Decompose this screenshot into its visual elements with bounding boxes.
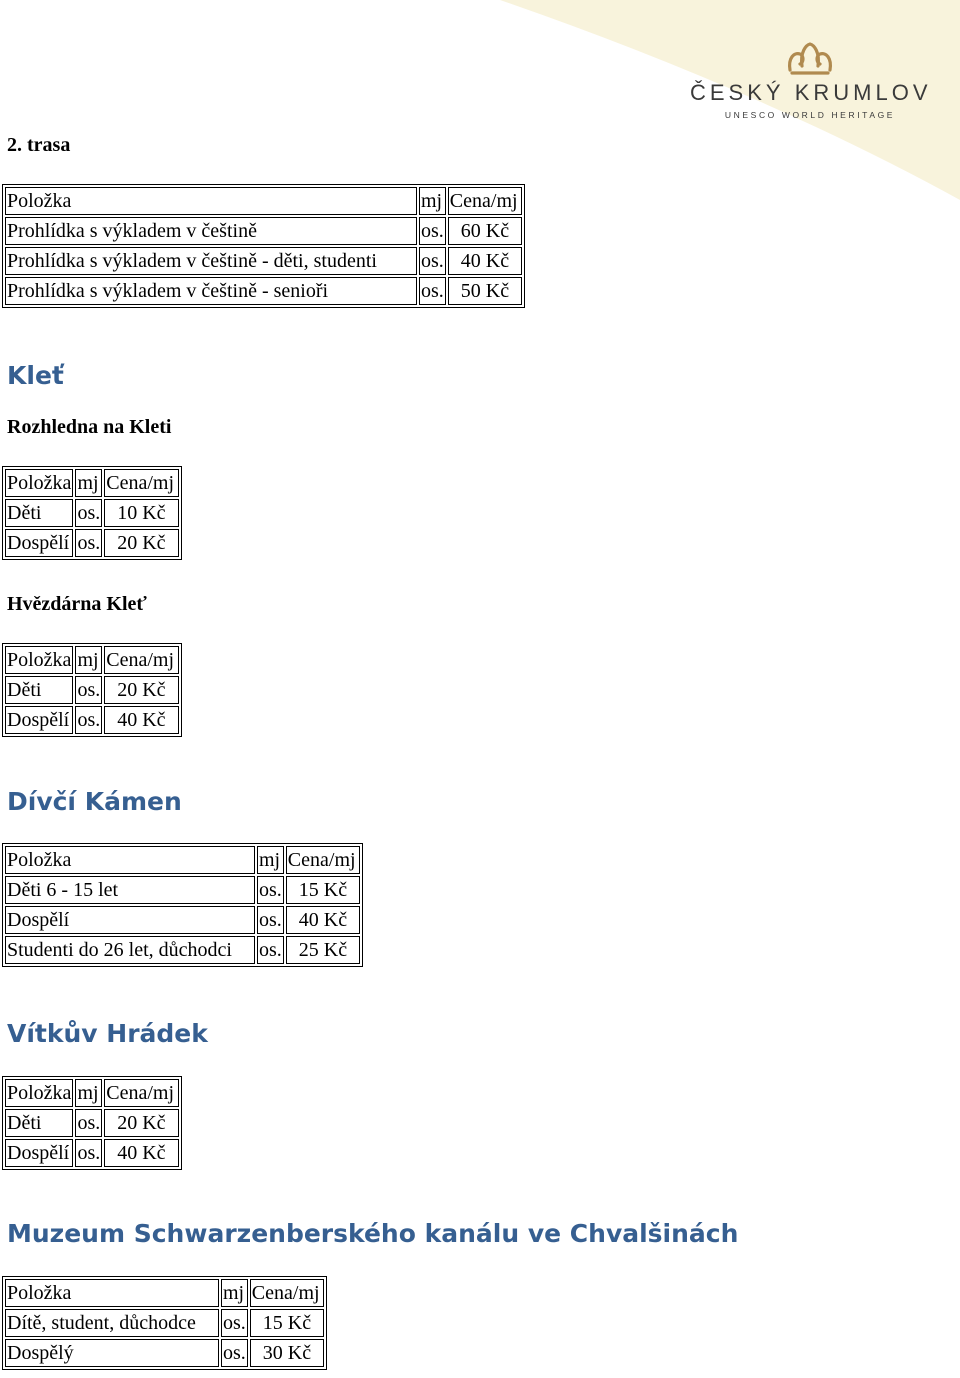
cell-item: Dítě, student, důchodce bbox=[5, 1309, 219, 1337]
cell-price: 25 Kč bbox=[286, 936, 360, 964]
cell-unit: os. bbox=[221, 1339, 248, 1367]
vitkuv-hradek-price-table bbox=[2, 1076, 182, 1170]
column-header-price: Cena/mj bbox=[448, 187, 522, 215]
cell-unit: os. bbox=[75, 706, 102, 734]
table-row bbox=[5, 247, 522, 275]
cesky-krumlov-logo bbox=[690, 40, 930, 130]
cell-price: 20 Kč bbox=[104, 529, 178, 557]
cell-unit: os. bbox=[75, 676, 102, 704]
table-row bbox=[5, 1309, 324, 1337]
muzeum-price-table bbox=[2, 1276, 327, 1370]
column-header-unit: mj bbox=[75, 469, 102, 497]
cell-price: 40 Kč bbox=[448, 247, 522, 275]
table-row bbox=[5, 676, 179, 704]
cell-unit: os. bbox=[75, 499, 102, 527]
table-row bbox=[5, 706, 179, 734]
column-header-item: Položka bbox=[5, 846, 255, 874]
subheading-hvezdarna: Hvězdárna Kleť bbox=[7, 593, 147, 615]
cell-unit: os. bbox=[75, 1109, 102, 1137]
trasa-price-table bbox=[2, 184, 525, 308]
column-header-unit: mj bbox=[75, 1079, 102, 1107]
table-row bbox=[5, 876, 360, 904]
cell-unit: os. bbox=[75, 529, 102, 557]
column-header-price: Cena/mj bbox=[104, 1079, 178, 1107]
column-header-price: Cena/mj bbox=[104, 469, 178, 497]
table-row bbox=[5, 906, 360, 934]
table-row bbox=[5, 277, 522, 305]
cell-unit: os. bbox=[419, 217, 446, 245]
table-row bbox=[5, 499, 179, 527]
cell-price: 50 Kč bbox=[448, 277, 522, 305]
cell-unit: os. bbox=[75, 1139, 102, 1167]
hvezdarna-price-table bbox=[2, 643, 182, 737]
cell-unit: os. bbox=[257, 936, 284, 964]
cell-unit: os. bbox=[257, 906, 284, 934]
cell-item: Dospělý bbox=[5, 1339, 219, 1367]
cell-item: Dospělí bbox=[5, 1139, 73, 1167]
table-row bbox=[5, 1339, 324, 1367]
cell-unit: os. bbox=[419, 247, 446, 275]
cell-item: Prohlídka s výkladem v češtině bbox=[5, 217, 417, 245]
column-header-unit: mj bbox=[75, 646, 102, 674]
section-heading-klet: Kleť bbox=[7, 361, 64, 390]
table-row bbox=[5, 936, 360, 964]
column-header-price: Cena/mj bbox=[286, 846, 360, 874]
cell-price: 40 Kč bbox=[104, 1139, 178, 1167]
column-header-item: Položka bbox=[5, 187, 417, 215]
column-header-price: Cena/mj bbox=[250, 1279, 324, 1307]
cell-item: Dospělí bbox=[5, 706, 73, 734]
cell-price: 20 Kč bbox=[104, 1109, 178, 1137]
cell-item: Děti bbox=[5, 499, 73, 527]
cell-item: Studenti do 26 let, důchodci bbox=[5, 936, 255, 964]
cell-price: 20 Kč bbox=[104, 676, 178, 704]
logo-subtitle: UNESCO WORLD HERITAGE bbox=[724, 110, 896, 120]
cell-unit: os. bbox=[257, 876, 284, 904]
column-header-unit: mj bbox=[419, 187, 446, 215]
column-header-unit: mj bbox=[257, 846, 284, 874]
column-header-price: Cena/mj bbox=[104, 646, 178, 674]
section-heading-divci-kamen: Dívčí Kámen bbox=[7, 787, 182, 816]
table-row bbox=[5, 1139, 179, 1167]
section-heading-vitkuv-hradek: Vítkův Hrádek bbox=[7, 1019, 208, 1048]
column-header-unit: mj bbox=[221, 1279, 248, 1307]
column-header-item: Položka bbox=[5, 1079, 73, 1107]
table-header-row bbox=[5, 187, 522, 215]
cell-unit: os. bbox=[221, 1309, 248, 1337]
section-heading-muzeum: Muzeum Schwarzenberského kanálu ve Chvalšinách bbox=[7, 1219, 739, 1248]
table-header-row bbox=[5, 846, 360, 874]
column-header-item: Položka bbox=[5, 469, 73, 497]
column-header-item: Položka bbox=[5, 646, 73, 674]
table-row bbox=[5, 529, 179, 557]
subheading-rozhledna: Rozhledna na Kleti bbox=[7, 416, 172, 438]
cell-price: 30 Kč bbox=[250, 1339, 324, 1367]
table-header-row bbox=[5, 469, 179, 497]
cell-price: 60 Kč bbox=[448, 217, 522, 245]
table-row bbox=[5, 217, 522, 245]
table-header-row bbox=[5, 1079, 179, 1107]
cell-item: Děti 6 - 15 let bbox=[5, 876, 255, 904]
table-header-row bbox=[5, 1279, 324, 1307]
cell-price: 40 Kč bbox=[104, 706, 178, 734]
crown-icon bbox=[784, 40, 836, 78]
cell-item: Děti bbox=[5, 1109, 73, 1137]
cell-item: Prohlídka s výkladem v češtině - děti, studenti bbox=[5, 247, 417, 275]
cell-price: 15 Kč bbox=[286, 876, 360, 904]
cell-item: Prohlídka s výkladem v češtině - senioři bbox=[5, 277, 417, 305]
table-header-row bbox=[5, 646, 179, 674]
cell-item: Dospělí bbox=[5, 529, 73, 557]
cell-price: 15 Kč bbox=[250, 1309, 324, 1337]
cell-price: 10 Kč bbox=[104, 499, 178, 527]
cell-item: Dospělí bbox=[5, 906, 255, 934]
logo-name: ČESKÝ KRUMLOV bbox=[690, 80, 932, 105]
column-header-item: Položka bbox=[5, 1279, 219, 1307]
rozhledna-price-table bbox=[2, 466, 182, 560]
table-row bbox=[5, 1109, 179, 1137]
cell-price: 40 Kč bbox=[286, 906, 360, 934]
divci-kamen-price-table bbox=[2, 843, 363, 967]
cell-item: Děti bbox=[5, 676, 73, 704]
trasa-heading: 2. trasa bbox=[7, 134, 71, 156]
cell-unit: os. bbox=[419, 277, 446, 305]
